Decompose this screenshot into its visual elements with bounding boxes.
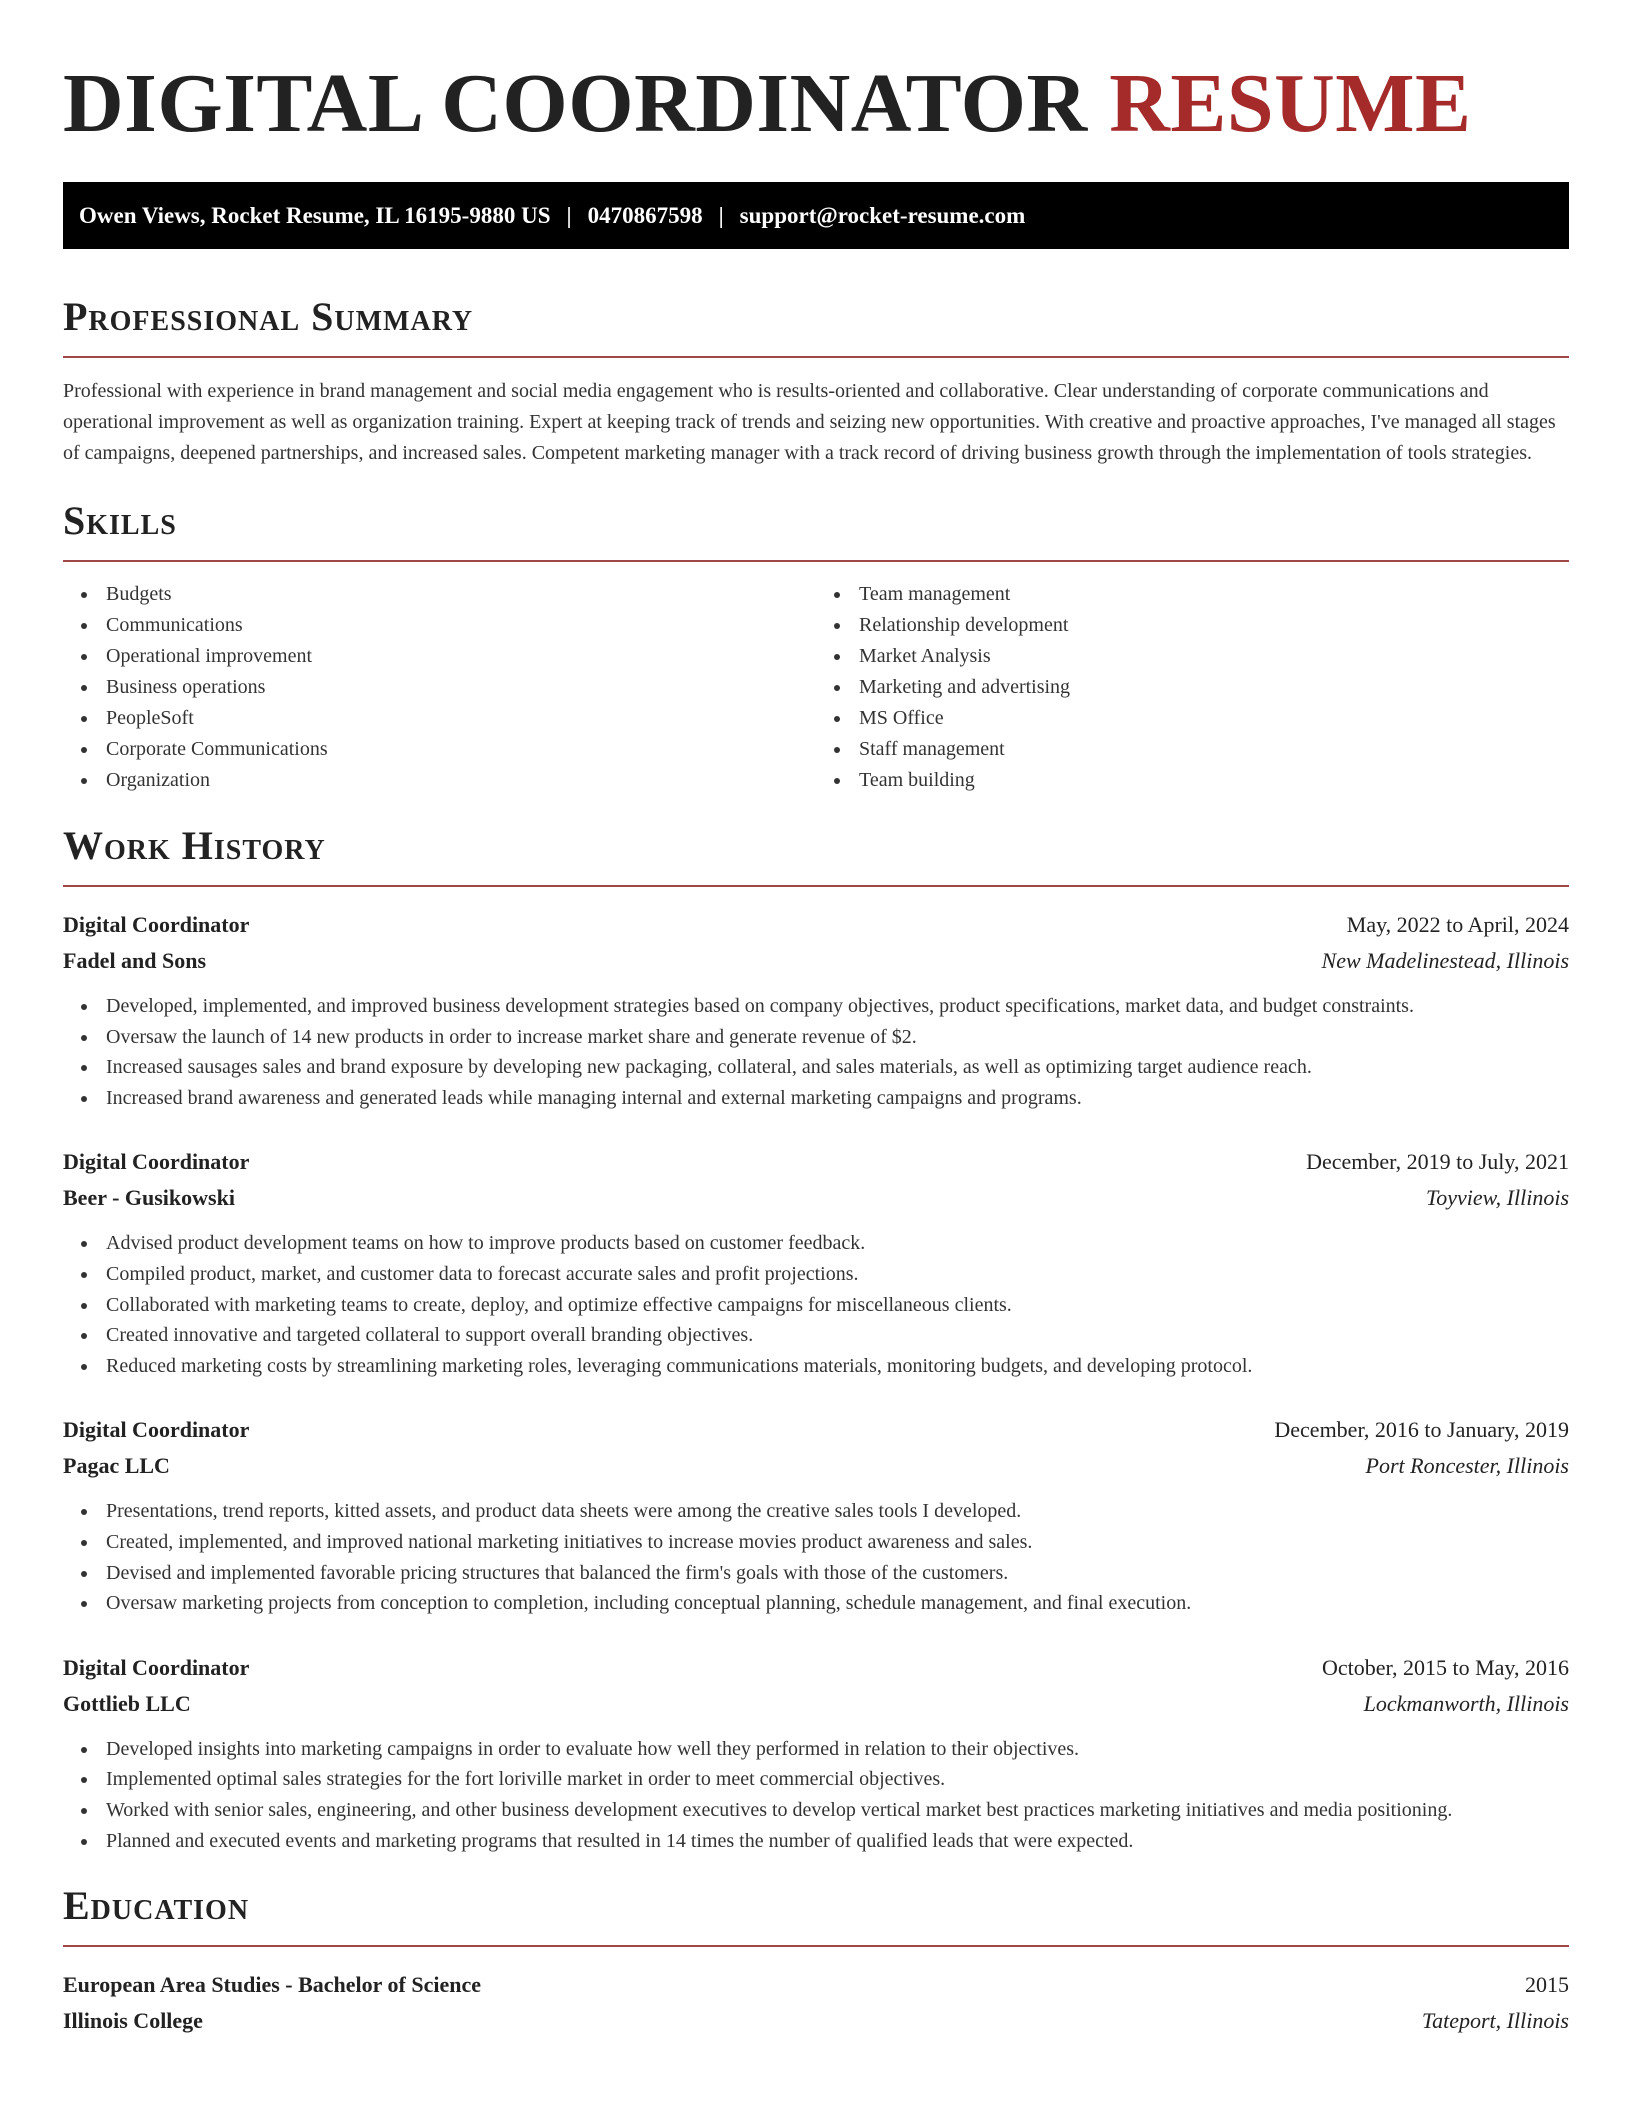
contact-email: support@rocket-resume.com (739, 202, 1026, 228)
education-entry (63, 1967, 1569, 2039)
skill-item: Relationship development (859, 610, 1569, 641)
job-entry (63, 1144, 1569, 1381)
skill-item: Organization (106, 765, 816, 796)
job-entry (63, 1650, 1569, 1856)
job-bullet: Oversaw marketing projects from conception to completion, including conceptual planning, schedule management, and final execution. (106, 1588, 1569, 1619)
job-location: New Madelinestead, Illinois (1321, 948, 1569, 973)
job-bullet: Oversaw the launch of 14 new products in order to increase market share and generate revenue of $2. (106, 1022, 1569, 1053)
contact-address: Owen Views, Rocket Resume, IL 16195-9880 US (79, 202, 551, 228)
skills-grid (63, 579, 1569, 796)
job-company: Pagac LLC (63, 1453, 170, 1479)
job-bullet: Reduced marketing costs by streamlining marketing roles, leveraging communications materials, monitoring budgets, and developing protocol. (106, 1351, 1569, 1382)
work-history-section (63, 822, 1569, 1856)
job-company-row (63, 943, 1569, 979)
job-company-row (63, 1686, 1569, 1722)
job-bullet: Increased sausages sales and brand exposure by developing new packaging, collateral, and sales materials, as well as optimizing target audience reach. (106, 1052, 1569, 1083)
job-bullets (63, 1734, 1569, 1856)
education-year: 2015 (1525, 1972, 1569, 1998)
contact-bar (63, 182, 1569, 249)
job-bullet: Increased brand awareness and generated leads while managing internal and external marketing campaigns and programs. (106, 1083, 1569, 1114)
summary-text: Professional with experience in brand management and social media engagement who is results-oriented and collaborative. Clear understanding of corporate communications and operational improvement as well as organization training. Expert at keeping track of trends and seizing new opportunities. With creative and proactive approaches, I've managed all stages of campaigns, deepened partnerships, and increased sales. Competent marketing manager with a track record of driving business growth through the implementation of tools strategies. (63, 380, 1556, 464)
skill-item: Corporate Communications (106, 734, 816, 765)
education-location: Tateport, Illinois (1421, 2008, 1569, 2034)
title-main: DIGITAL COORDINATOR (63, 57, 1088, 150)
job-bullet: Presentations, trend reports, kitted assets, and product data sheets were among the creative sales tools I developed. (106, 1496, 1569, 1527)
job-header-row (63, 1144, 1569, 1180)
skills-column-right (816, 579, 1569, 796)
job-location: Lockmanworth, Illinois (1363, 1690, 1569, 1716)
job-title: Digital Coordinator (63, 1149, 250, 1175)
education-school-row (63, 2003, 1569, 2039)
job-header-row (63, 1650, 1569, 1686)
skill-item: Business operations (106, 672, 816, 703)
skill-item: Marketing and advertising (859, 672, 1569, 703)
section-divider (63, 885, 1569, 887)
job-bullet: Developed insights into marketing campaigns in order to evaluate how well they performed in relation to their objectives. (106, 1734, 1569, 1765)
section-heading: Skills (63, 498, 177, 543)
job-entry (63, 907, 1569, 1113)
job-bullet: Devised and implemented favorable pricing structures that balanced the firm's goals with those of the customers. (106, 1558, 1569, 1589)
skill-item: Budgets (106, 579, 816, 610)
job-header-row (63, 1412, 1569, 1448)
skill-item: Staff management (859, 734, 1569, 765)
education-degree: European Area Studies - Bachelor of Science (63, 1972, 481, 1998)
job-bullet: Worked with senior sales, engineering, and other business development executives to develop vertical market best practices marketing initiatives and media positioning. (106, 1795, 1569, 1826)
skill-item: Communications (106, 610, 816, 641)
skill-item: MS Office (859, 703, 1569, 734)
section-divider (63, 1945, 1569, 1947)
professional-summary-section (63, 293, 1569, 469)
job-header-row (63, 907, 1569, 943)
job-dates: October, 2015 to May, 2016 (1322, 1654, 1569, 1680)
job-company-row (63, 1448, 1569, 1484)
job-company: Fadel and Sons (63, 948, 207, 973)
job-company: Gottlieb LLC (63, 1690, 191, 1716)
job-title: Digital Coordinator (63, 912, 250, 937)
skill-item: Market Analysis (859, 641, 1569, 672)
job-bullet: Advised product development teams on how to improve products based on customer feedback. (106, 1228, 1569, 1259)
contact-separator: | (566, 202, 572, 228)
job-bullet: Implemented optimal sales strategies for the fort loriville market in order to meet commercial objectives. (106, 1764, 1569, 1795)
section-divider (63, 560, 1569, 562)
section-heading: Work History (63, 823, 326, 868)
skill-item: PeopleSoft (106, 703, 816, 734)
contact-separator: | (718, 202, 724, 228)
education-section (63, 1882, 1569, 2039)
skills-column-left (63, 579, 816, 796)
skill-item: Operational improvement (106, 641, 816, 672)
skills-section (63, 497, 1569, 796)
section-heading: Professional Summary (63, 294, 474, 339)
job-bullets (63, 1228, 1569, 1381)
job-bullet: Planned and executed events and marketing programs that resulted in 14 times the number of qualified leads that were expected. (106, 1826, 1569, 1857)
skill-item: Team building (859, 765, 1569, 796)
job-location: Port Roncester, Illinois (1365, 1453, 1569, 1479)
job-entry (63, 1412, 1569, 1618)
job-bullet: Compiled product, market, and customer data to forecast accurate sales and profit projections. (106, 1259, 1569, 1290)
education-school: Illinois College (63, 2008, 203, 2034)
job-bullet: Created, implemented, and improved national marketing initiatives to increase movies product awareness and sales. (106, 1527, 1569, 1558)
job-title: Digital Coordinator (63, 1654, 250, 1680)
section-divider (63, 356, 1569, 358)
job-dates: December, 2016 to January, 2019 (1274, 1417, 1569, 1443)
job-location: Toyview, Illinois (1426, 1185, 1569, 1211)
job-company-row (63, 1180, 1569, 1216)
job-bullet: Developed, implemented, and improved business development strategies based on company objectives, product specifications, market data, and budget constraints. (106, 991, 1569, 1022)
job-title: Digital Coordinator (63, 1417, 250, 1443)
job-bullet: Collaborated with marketing teams to create, deploy, and optimize effective campaigns for miscellaneous clients. (106, 1290, 1569, 1321)
job-dates: December, 2019 to July, 2021 (1306, 1149, 1569, 1175)
job-bullets (63, 991, 1569, 1113)
resume-title (63, 0, 1569, 154)
job-bullet: Created innovative and targeted collateral to support overall branding objectives. (106, 1320, 1569, 1351)
contact-phone: 0470867598 (587, 202, 703, 228)
education-header-row (63, 1967, 1569, 2003)
title-accent: RESUME (1109, 57, 1472, 150)
skill-item: Team management (859, 579, 1569, 610)
section-heading: Education (63, 1883, 250, 1929)
job-company: Beer - Gusikowski (63, 1185, 235, 1211)
job-dates: May, 2022 to April, 2024 (1346, 912, 1569, 937)
job-bullets (63, 1496, 1569, 1618)
